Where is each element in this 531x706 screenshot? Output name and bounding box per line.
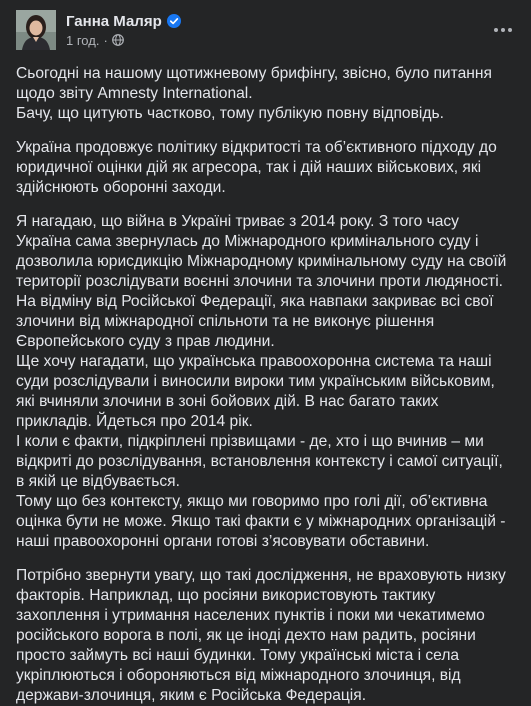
- post-meta: [66, 12, 485, 49]
- post-time-row: [66, 32, 485, 49]
- post-timestamp[interactable]: 1 год.: [66, 32, 100, 48]
- post-paragraph: Я нагадаю, що війна в Україні триває з 2014 року. З того часу Україна сама звернулась до Міжнародного кримінального суду і дозволила юрисдикцію Міжнародному кримінальному суду на своїй території розслідувати воєнні злочини та злочини проти людяності. На відміну від Російської Федерації, яка навпаки закриває всі свої злочини від міжнародної спільноти та не виконує рішення Європейського суду з прав людини. Ще хочу нагадати, що українська правоохоронна система та наші суди розслідували і виносили вироки тим українським військовим, які вчиняли злочини в зоні бойових дій. В нас багато таких прикладів. Йдеться про 2014 рік. І коли є факти, підкріплені прізвищами - де, хто і що вчинив – ми відкриті до розслідування, встановлення контексту і самої ситуації, в якій це відбувається. Тому що без контексту, якщо ми говоримо про голі дії, об’єктивна оцінка бути не може. Якщо такі факти є у міжнародних організацій - наші правоохоронні органи готові з’ясовувати обставини.: [16, 213, 507, 550]
- avatar-image: [16, 10, 56, 50]
- meta-separator: ·: [103, 32, 108, 48]
- more-options-button[interactable]: [485, 12, 521, 48]
- post-paragraph: Україна продовжує політику відкритості та об’єктивного підходу до юридичної оцінки дій як агресора, так і дій наших військових, які здійснюють оборонні заходи.: [16, 139, 497, 196]
- post-content: [16, 64, 515, 706]
- post-paragraph: Сьогодні на нашому щотижневому брифінгу, звісно, було питання щодо звіту Amnesty International. Бачу, що цитують частково, тому публікую повну відповідь.: [16, 65, 492, 122]
- globe-icon[interactable]: [112, 34, 124, 46]
- author-name[interactable]: Ганна Маляр: [66, 12, 162, 30]
- more-horizontal-icon: [493, 27, 513, 33]
- verified-badge-icon: [167, 14, 181, 28]
- post-paragraph: Потрібно звернути увагу, що такі дослідження, не враховують низку факторів. Наприклад, що росіяни використовують тактику захоплення і утримання населених пунктів і поки ми чекатимемо російського ворога в полі, як це іноді дехто нам радить, росіяни просто займуть всі наші будинки. Тому українські міста і села укріплюються і обороняються від міжнародного злочинця, від держави-злочинця, яким є Російська Федерація.: [16, 567, 506, 704]
- post-header: [16, 10, 515, 50]
- author-row: [66, 12, 485, 31]
- author-avatar[interactable]: [16, 10, 56, 50]
